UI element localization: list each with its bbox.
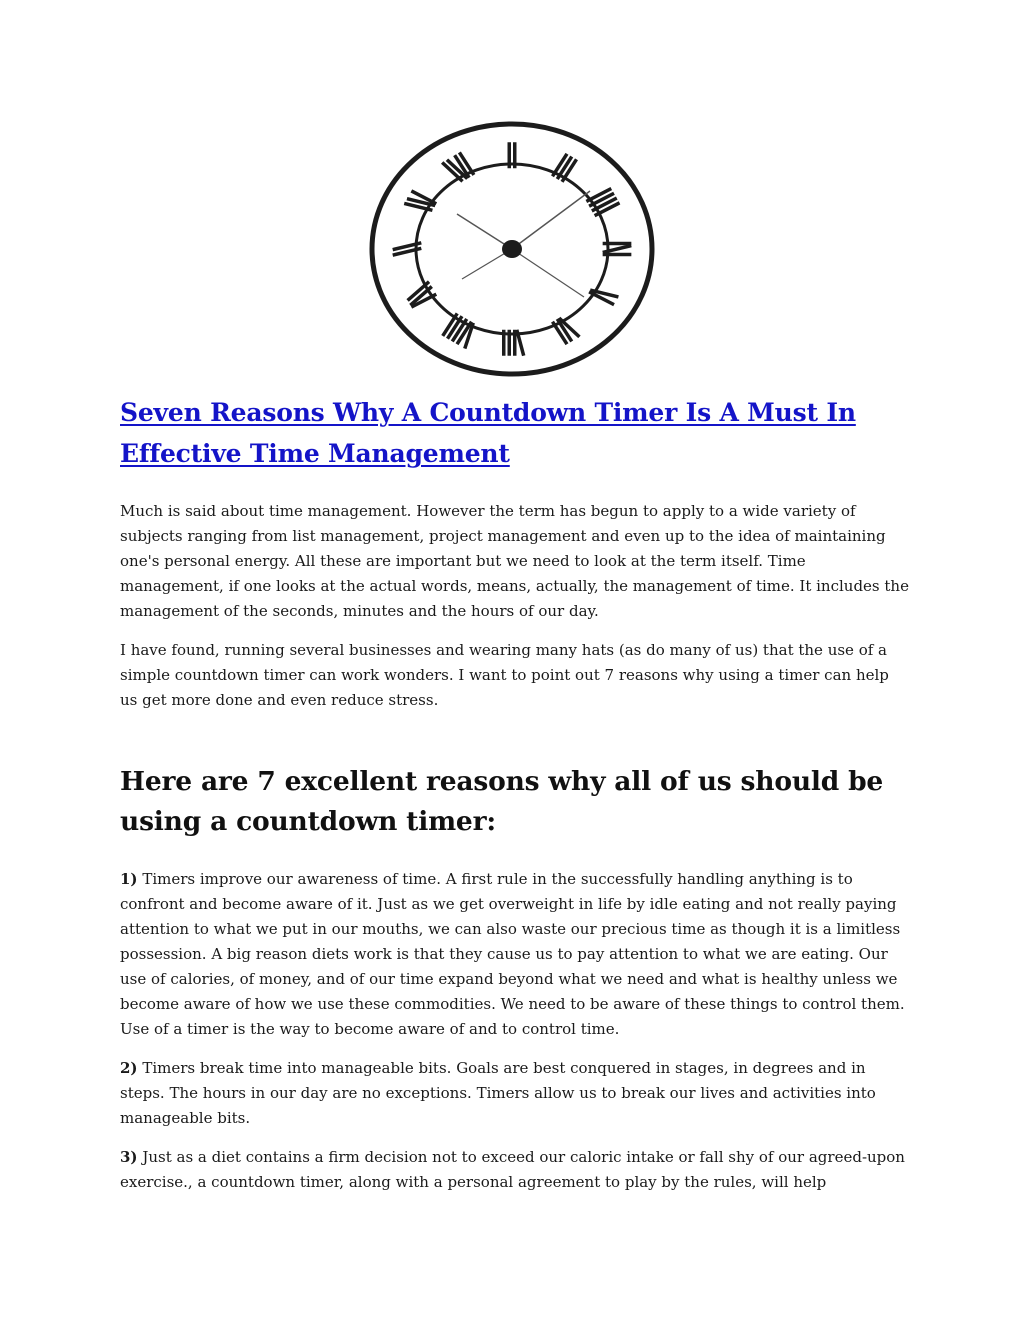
reason-item-2 (120, 1056, 910, 1131)
clock-hour-hand (457, 214, 512, 249)
article-title (120, 392, 910, 474)
clock-center-hub (502, 240, 522, 258)
intro-paragraph-2: I have found, running several businesses and wearing many hats (as do many of us) that the use of a simple countdown timer can work wonders. I want to point out 7 reasons why using a timer can help us get more done and even reduce stress. (120, 641, 889, 709)
reason-text: Just as a diet contains a firm decision not to exceed our caloric intake or fall shy of our agreed-upon exercise., a countdown timer, along with a personal agreement to play by the rules, will help (120, 1148, 905, 1191)
clock-illustration (362, 118, 662, 380)
reason-item-3 (120, 1145, 910, 1195)
clock-second-hand (512, 249, 584, 297)
hour-numeral-mark (444, 315, 473, 347)
reason-item-1 (120, 867, 910, 1042)
hour-numeral-mark (443, 154, 472, 180)
reason-number: 1) (120, 870, 138, 888)
clock-minute-hand (512, 191, 590, 249)
intro-paragraph-1: Much is said about time management. However the term has begun to apply to a wide variety of subjects ranging from list management, project management and even up to the idea of maintaining one's personal energy. All these are important but we need to look at the term itself. Time management, if one looks at the actual words, means, actually, the management of time. It includes the management of the seconds, minutes and the hours of our day. (120, 502, 909, 620)
hour-numeral-mark (591, 290, 617, 303)
reason-text: Timers improve our awareness of time. A first rule in the successfully handling anything is to confront and become aware of it. Just as we get overweight in life by idle eating and not really paying attention to what we put in our mouths, we can also waste our precious time as though it is a limitless possession. A big reason diets work is that they cause us to pay attention to what we are eating. Our use of calories, of money, and of our time expand beyond what we need and what is healthy unless we become aware of how we use these commodities. We need to be aware of these things to control them. Use of a timer is the way to become aware of and to control time. (120, 870, 905, 1038)
article-content (120, 392, 910, 1209)
article-title-link[interactable]: Seven Reasons Why A Countdown Timer Is A Must In Effective Time Management (120, 398, 856, 468)
hour-numeral-mark (406, 192, 435, 210)
section-heading: Here are 7 excellent reasons why all of us should be using a countdown timer: (120, 766, 884, 837)
reason-number: 2) (120, 1059, 138, 1077)
reason-text: Timers break time into manageable bits. Goals are best conquered in stages, in degrees and in steps. The hours in our day are no exceptions. Timers allow us to break our lives and activities into manageable bits. (120, 1059, 876, 1127)
reason-number: 3) (120, 1148, 138, 1166)
hour-numeral-mark (553, 155, 575, 180)
